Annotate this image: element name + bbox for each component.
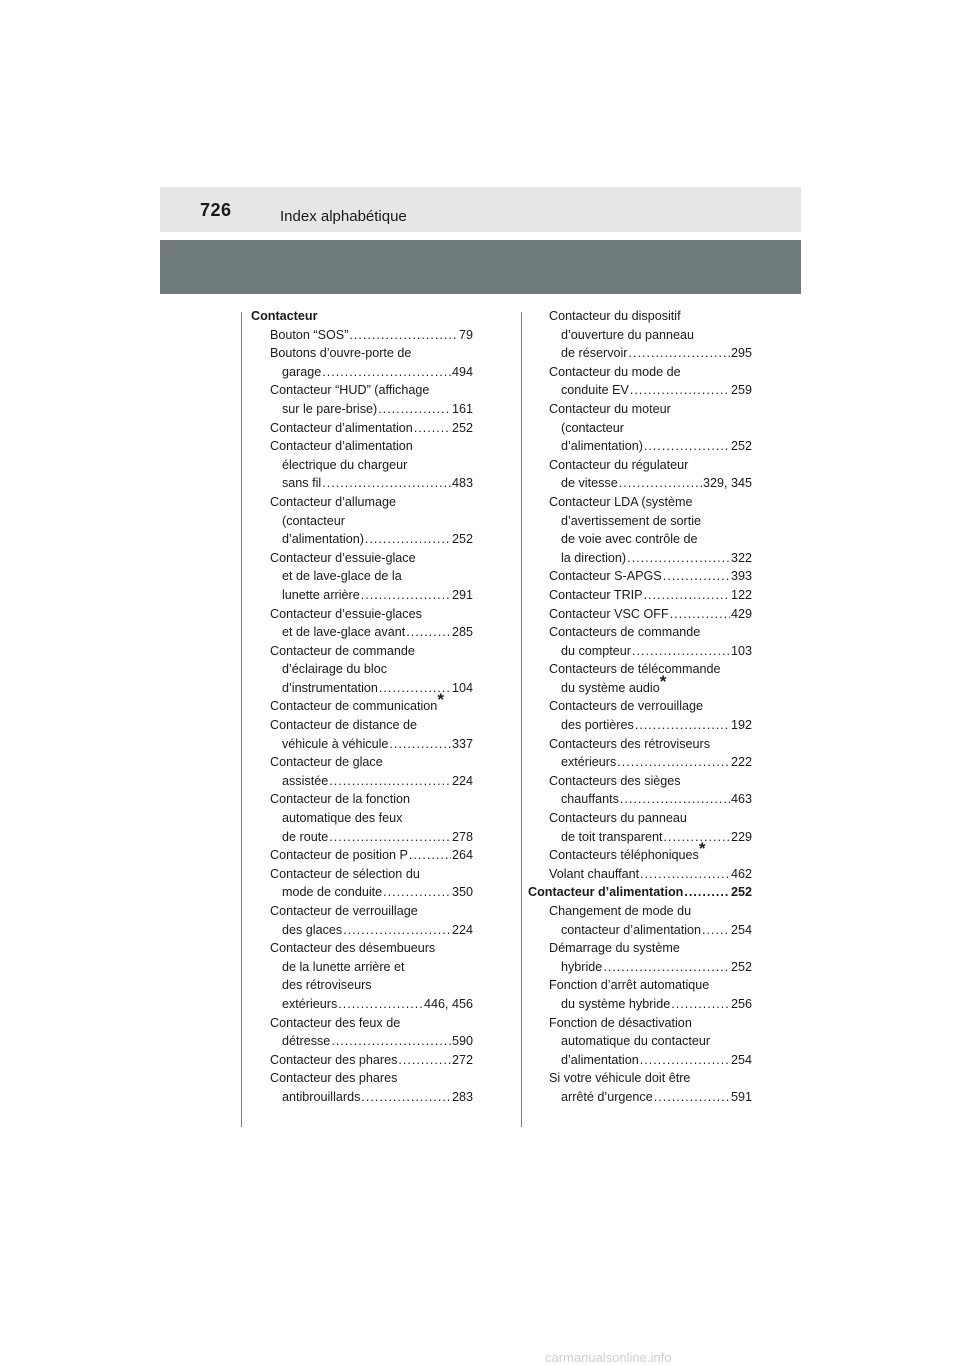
entry-text: Contacteur de la fonction [270,792,411,807]
index-entry [251,883,473,902]
page-reference: 252 [730,439,752,454]
index-entry [251,1051,473,1070]
entry-text: Boutons d’ouvre-porte de [270,346,412,361]
entry-text: Contacteur des phares [270,1071,398,1086]
entry-text: Contacteurs des sièges [549,773,681,788]
leader-dots [603,958,730,977]
leader-dots [322,363,451,382]
index-entry [251,865,473,884]
entry-text: détresse [282,1034,331,1049]
index-entry [530,623,752,642]
page-reference: 350 [451,885,473,900]
page-reference: 494 [451,364,473,379]
index-entry [530,400,752,419]
leader-dots [644,586,730,605]
header-bar [160,187,801,232]
entry-text: Contacteur des feux de [270,1015,401,1030]
entry-text: Contacteur de distance de [270,718,418,733]
index-entry [530,697,752,716]
entry-text: d’éclairage du bloc [282,662,388,677]
entry-text: d’alimentation) [561,439,643,454]
entry-text: Contacteur d’essuie-glace [270,550,416,565]
entry-text: Contacteur des phares [270,1052,398,1067]
page-reference: 446, 456 [423,996,473,1011]
header-band [160,240,801,294]
page-reference: 483 [451,476,473,491]
index-entry [251,326,473,345]
page-reference: 591 [730,1089,752,1104]
page-reference: 122 [730,587,752,602]
index-entry [530,828,752,847]
index-entry [251,995,473,1014]
entry-text: des portières [561,718,634,733]
entry-text: lunette arrière [282,587,360,602]
page-reference: 285 [451,625,473,640]
leader-dots [619,474,702,493]
index-entry [530,474,752,493]
entry-text: assistée [282,773,329,788]
leader-dots [322,474,451,493]
index-entry [251,921,473,940]
index-entry [530,958,752,977]
column-divider-middle [521,312,522,1127]
leader-dots [684,883,730,902]
entry-text: de voie avec contrôle de [561,532,698,547]
section-title: Index alphabétique [280,208,407,225]
asterisk-marker: * [659,671,667,691]
leader-dots [620,790,730,809]
entry-text: de route [282,829,329,844]
leader-dots [361,586,451,605]
entry-text: Volant chauffant [549,866,640,881]
page-reference: 252 [451,420,473,435]
index-entry [251,958,473,977]
index-heading [251,307,473,326]
entry-text: sur le pare-brise) [282,401,378,416]
index-entry [251,939,473,958]
index-entry [530,456,752,475]
entry-text: Si votre véhicule doit être [549,1071,691,1086]
entry-text: Démarrage du système [549,941,680,956]
page-number: 726 [200,200,232,220]
entry-text: Contacteur d’alimentation [528,885,684,900]
entry-text: du compteur [561,643,632,658]
index-entry [251,660,473,679]
entry-text: Contacteur “HUD” (affichage [270,383,430,398]
entry-text: antibrouillards [282,1089,361,1104]
index-entry [251,790,473,809]
index-entry [251,419,473,438]
watermark: carmanualsonline.info [545,1350,672,1365]
entry-text: Changement de mode du [549,904,692,918]
page-reference: 295 [730,346,752,361]
entry-text: du système hybride [561,996,671,1011]
entry-text: des rétroviseurs [282,978,372,993]
leader-dots [378,400,451,419]
index-entry [530,716,752,735]
entry-text: sans fil [282,476,322,491]
entry-text: Fonction de désactivation [549,1015,692,1030]
index-entry [530,344,752,363]
index-entry [530,976,752,995]
entry-text: Contacteurs téléphoniques [549,848,699,863]
index-entry [251,437,473,456]
entry-text: Contacteur du moteur [549,401,671,416]
entry-text: hybride [561,959,603,974]
page-reference: 256 [730,996,752,1011]
entry-text: véhicule à véhicule [282,736,389,751]
asterisk-marker: * [698,839,706,859]
index-entry [251,400,473,419]
index-entry [530,660,752,679]
leader-dots [398,1051,451,1070]
index-column-2 [530,307,752,1107]
index-column-1 [251,307,473,1107]
leader-dots [361,1088,451,1107]
index-entry [251,753,473,772]
page-reference: 252 [730,959,752,974]
entry-text: du système audio [561,680,660,695]
index-entry [530,1032,752,1051]
leader-dots [389,735,451,754]
entry-text: automatique du contacteur [561,1034,711,1049]
entry-text: Contacteur du régulateur [549,457,689,472]
index-entry [251,474,473,493]
entry-text: extérieurs [282,996,338,1011]
index-entry [530,735,752,754]
entry-text: Contacteurs des rétroviseurs [549,736,710,751]
entry-text: extérieurs [561,755,617,770]
page-reference: 393 [730,569,752,584]
entry-text: Contacteur de sélection du [270,866,420,881]
page-reference: 224 [451,773,473,788]
page-reference: 192 [730,718,752,733]
entry-text: mode de conduite [282,885,383,900]
entry-text: conduite EV [561,383,629,398]
index-entry [530,512,752,531]
entry-text: d’alimentation [561,1052,639,1067]
page-reference: 222 [730,755,752,770]
leader-dots [331,1032,451,1051]
entry-text: Contacteur du mode de [549,364,681,379]
page-reference: 463 [730,792,752,807]
index-entry [251,976,473,995]
entry-text: Contacteur d’allumage [270,494,397,509]
page-reference: 462 [730,866,752,881]
index-entry [251,381,473,400]
index-entry [530,1088,752,1107]
index-entry [251,512,473,531]
page-reference: 103 [730,643,752,658]
index-entry [251,809,473,828]
index-entry [251,716,473,735]
index-heading [528,883,752,902]
leader-dots [632,642,730,661]
leader-dots [343,921,451,940]
entry-text: Contacteur d’alimentation [270,439,413,454]
page-reference: 104 [451,680,473,695]
entry-text: Contacteur VSC OFF [549,606,669,621]
entry-text: contacteur d’alimentation [561,922,702,937]
index-entry [251,642,473,661]
entry-text: Contacteur de position P [270,848,408,863]
index-entry [251,493,473,512]
entry-text: Contacteur du dispositif [549,309,681,323]
column-divider-left [241,312,242,1127]
entry-text: Contacteur de communication [270,699,438,714]
entry-text: électrique du chargeur [282,457,408,472]
index-entry [251,1088,473,1107]
asterisk-marker: * [437,690,444,710]
index-entry [530,809,752,828]
index-entry [251,846,473,865]
entry-text: Contacteur LDA (système [549,494,693,509]
entry-text: de vitesse [561,476,618,491]
entry-text: Contacteurs de télécommande [549,662,721,677]
index-entry [251,828,473,847]
entry-text: Bouton “SOS” [270,327,349,342]
index-entry [530,567,752,586]
page-reference: 161 [451,401,473,416]
entry-text: Fonction d’arrêt automatique [549,978,710,993]
index-entry [251,530,473,549]
entry-text: et de lave-glace de la [282,569,402,584]
entry-text: Contacteurs de commande [549,625,701,640]
leader-dots [664,828,730,847]
entry-text: de réservoir [561,346,628,361]
entry-text: Contacteur TRIP [549,587,643,602]
index-entry [251,690,473,716]
leader-dots [329,828,451,847]
entry-text: Contacteurs de verrouillage [549,699,704,714]
leader-dots [663,567,730,586]
leader-dots [349,326,458,345]
page-reference: 283 [451,1089,473,1104]
index-entry [251,456,473,475]
index-entry [530,995,752,1014]
index-entry [251,586,473,605]
page-reference: 291 [451,587,473,602]
leader-dots [617,753,730,772]
entry-text: (contacteur [561,420,624,435]
leader-dots [629,344,730,363]
leader-dots [383,883,451,902]
entry-text: Contacteur S-APGS [549,569,662,584]
index-entry [530,419,752,438]
index-entry [251,363,473,382]
leader-dots [654,1088,730,1107]
index-entry [251,1032,473,1051]
page-reference: 79 [458,327,473,342]
index-entry [530,549,752,568]
page-reference: 337 [451,736,473,751]
index-entry [251,605,473,624]
leader-dots [329,772,451,791]
index-entry [530,1051,752,1070]
page-reference: 590 [451,1034,473,1049]
leader-dots [644,437,730,456]
leader-dots [640,865,730,884]
entry-text: garage [282,364,322,379]
page-reference: 264 [451,848,473,863]
leader-dots [338,995,423,1014]
index-entry [530,326,752,345]
leader-dots [409,846,451,865]
page-reference: 254 [730,1052,752,1067]
entry-text: d’avertissement de sortie [561,513,701,528]
index-entry [251,623,473,642]
index-entry [530,307,752,326]
entry-text: Contacteur d’alimentation [270,420,413,435]
entry-text: Contacteur de commande [270,643,415,658]
page-reference: 259 [730,383,752,398]
index-entry [530,921,752,940]
index-entry [251,902,473,921]
index-entry [530,671,752,698]
page-reference: 322 [730,550,752,565]
index-entry [251,1069,473,1088]
leader-dots [640,1051,730,1070]
leader-dots [406,623,451,642]
entry-text: arrêté d’urgence [561,1089,653,1104]
leader-dots [630,381,730,400]
index-entry [530,363,752,382]
leader-dots [671,995,730,1014]
entry-text: d’ouverture du panneau [561,327,695,342]
page-reference: 272 [451,1052,473,1067]
entry-text: de toit transparent [561,829,663,844]
entry-text: d’instrumentation [282,680,378,695]
page-reference: 329, 345 [702,476,752,491]
entry-text: la direction) [561,550,627,565]
leader-dots [365,530,451,549]
page-reference: 224 [451,922,473,937]
leader-dots [635,716,730,735]
page-reference: 429 [730,606,752,621]
entry-text: chauffants [561,792,619,807]
leader-dots [414,419,451,438]
index-entry [251,344,473,363]
leader-dots [627,549,730,568]
entry-text: Contacteur de verrouillage [270,904,418,918]
entry-text: automatique des feux [282,811,403,826]
index-entry [530,790,752,809]
index-entry [530,605,752,624]
index-entry [530,939,752,958]
index-entry [530,1069,752,1088]
page-reference: 229 [730,829,752,844]
index-entry [251,772,473,791]
index-entry [530,530,752,549]
entry-text: Contacteur d’essuie-glaces [270,606,422,621]
entry-text: des glaces [282,922,343,937]
entry-text: Contacteurs du panneau [549,811,687,826]
page-reference: 252 [730,885,752,900]
leader-dots [702,921,730,940]
index-entry [530,437,752,456]
entry-text: Contacteur des désembueurs [270,941,436,956]
entry-text: Contacteur de glace [270,755,383,770]
entry-text: (contacteur [282,513,345,528]
page-reference: 252 [451,532,473,547]
entry-text: d’alimentation) [282,532,364,547]
index-entry [251,735,473,754]
index-entry [530,902,752,921]
index-entry [251,1014,473,1033]
page-reference: 278 [451,829,473,844]
index-entry [530,772,752,791]
index-entry [530,753,752,772]
leader-dots [670,605,730,624]
index-entry [530,642,752,661]
entry-text: Contacteur [251,309,318,323]
entry-text: et de lave-glace avant [282,625,406,640]
index-entry [251,549,473,568]
index-entry [530,381,752,400]
index-entry [530,839,752,865]
index-entry [530,1014,752,1033]
index-entry [530,586,752,605]
page-reference: 254 [730,922,752,937]
index-entry [530,865,752,884]
index-entry [530,493,752,512]
entry-text: de la lunette arrière et [282,959,405,974]
index-entry [251,567,473,586]
